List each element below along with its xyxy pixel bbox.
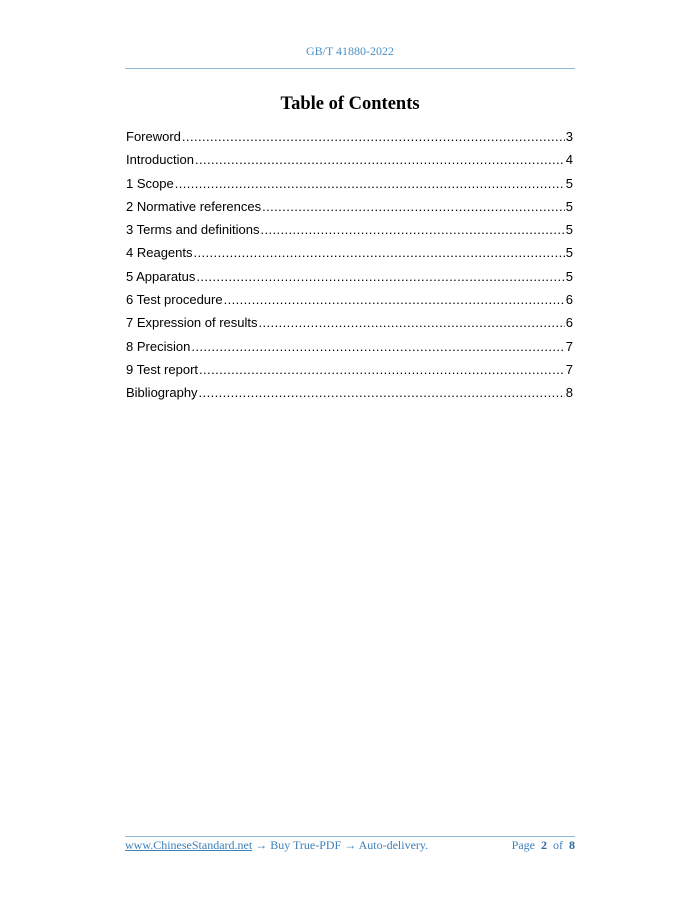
page-current: 2 <box>541 838 547 852</box>
toc-entry-foreword[interactable] <box>126 129 573 152</box>
toc-leader-dots <box>182 129 565 144</box>
toc-leader-dots <box>199 385 565 400</box>
toc-leader-dots <box>262 199 565 214</box>
toc-entry-page: 5 <box>565 222 573 238</box>
arrow-right-icon: → <box>255 838 268 852</box>
toc-entry-label: 5 Apparatus <box>126 268 196 284</box>
toc-entry-page: 6 <box>565 292 573 308</box>
toc-entry-label: Bibliography <box>126 385 198 401</box>
toc-entry-bibliography[interactable] <box>126 385 573 408</box>
toc-entry-page: 6 <box>565 315 573 331</box>
toc-entry-page: 8 <box>565 385 573 401</box>
delivery-text: Auto-delivery. <box>358 838 429 852</box>
toc-entry-label: 2 Normative references <box>126 198 262 214</box>
toc-entry-page: 5 <box>565 268 573 284</box>
buy-text: Buy True-PDF <box>270 838 342 852</box>
toc-entry-page: 5 <box>565 175 573 191</box>
toc-leader-dots <box>195 152 565 167</box>
toc-entry-page: 3 <box>565 129 573 144</box>
toc-leader-dots <box>191 339 564 354</box>
running-header: GB/T 41880-2022 <box>305 44 395 58</box>
page-total: 8 <box>569 838 575 852</box>
toc-entry-label: 9 Test report <box>126 361 199 377</box>
toc-leader-dots <box>175 176 565 191</box>
toc-leader-dots <box>260 222 564 237</box>
toc-leader-dots <box>259 315 565 330</box>
toc-entry-terms-and-definitions[interactable] <box>126 222 573 245</box>
toc-entry-label: Foreword <box>126 129 181 144</box>
toc-entry-introduction[interactable] <box>126 152 573 175</box>
footer-divider <box>125 836 575 837</box>
toc-entry-page: 5 <box>565 245 573 261</box>
toc-entry-page: 5 <box>565 198 573 214</box>
toc-entry-reagents[interactable] <box>126 245 573 268</box>
arrow-right-icon: → <box>344 838 357 852</box>
toc-entry-label: 7 Expression of results <box>126 315 258 331</box>
page-footer <box>125 838 575 853</box>
toc-entry-precision[interactable] <box>126 339 573 362</box>
toc-entry-label: 8 Precision <box>126 338 191 354</box>
page-number <box>512 838 575 853</box>
toc-entry-test-procedure[interactable] <box>126 292 573 315</box>
toc-list <box>126 129 573 409</box>
website-link[interactable]: www.ChineseStandard.net <box>125 838 253 852</box>
toc-entry-scope[interactable] <box>126 176 573 199</box>
header-divider <box>125 68 575 69</box>
toc-entry-page: 7 <box>565 338 573 354</box>
toc-entry-label: Introduction <box>126 152 194 168</box>
page-title: Table of Contents <box>280 94 420 114</box>
toc-entry-normative-references[interactable] <box>126 199 573 222</box>
toc-entry-label: 6 Test procedure <box>126 292 223 308</box>
toc-entry-page: 4 <box>565 152 573 168</box>
page-of: of <box>553 838 563 852</box>
toc-entry-apparatus[interactable] <box>126 269 573 292</box>
toc-leader-dots <box>196 269 564 284</box>
toc-leader-dots <box>199 362 565 377</box>
toc-entry-label: 4 Reagents <box>126 245 193 261</box>
toc-entry-label: 3 Terms and definitions <box>126 222 260 238</box>
toc-entry-test-report[interactable] <box>126 362 573 385</box>
toc-entry-label: 1 Scope <box>126 175 174 191</box>
toc-entry-expression-of-results[interactable] <box>126 315 573 338</box>
toc-entry-page: 7 <box>565 361 573 377</box>
toc-leader-dots <box>194 245 565 260</box>
footer-promo <box>125 838 428 853</box>
page-prefix: Page <box>511 838 535 852</box>
toc-leader-dots <box>224 292 565 307</box>
